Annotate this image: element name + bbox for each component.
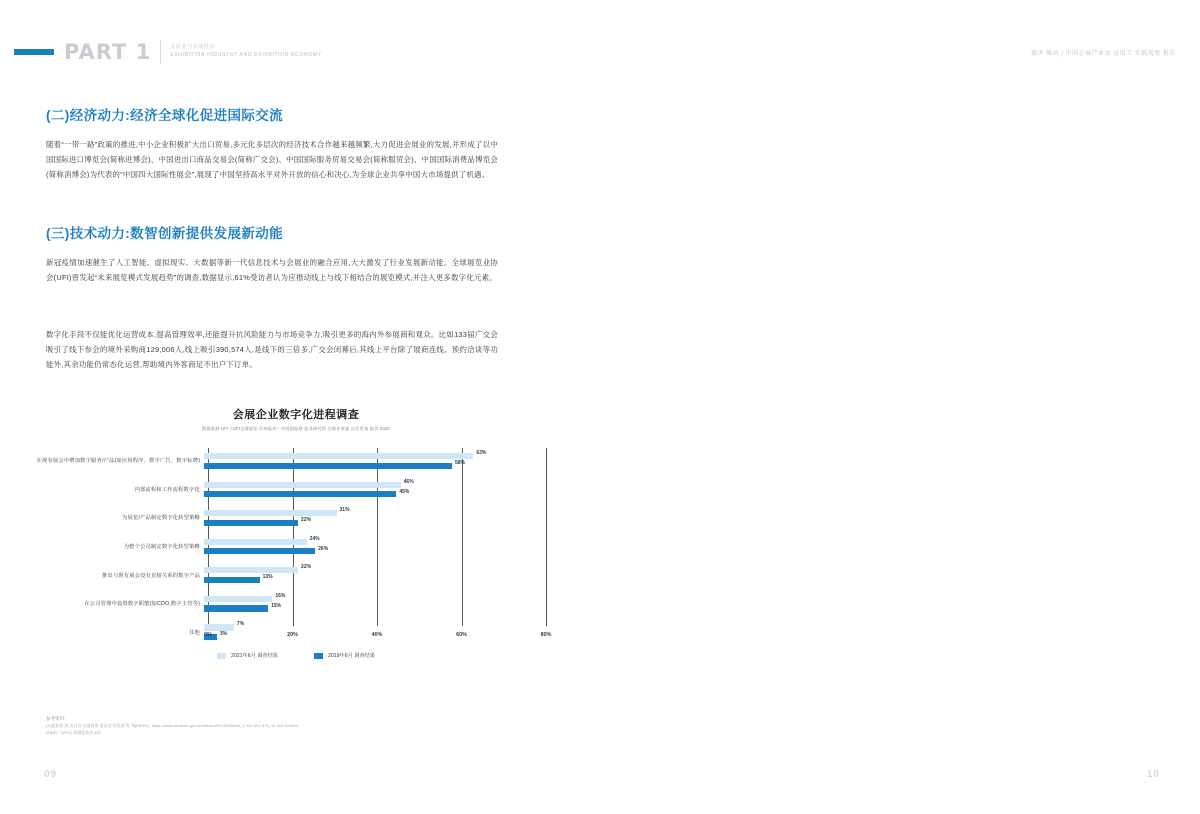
bar-segment [204, 453, 473, 459]
header-subtitle-cn: 会展业与会展经济 [170, 44, 215, 51]
bar-segment [204, 520, 298, 526]
bar-value-label: 45% [399, 488, 410, 495]
source-line-1: (1)商务部 进 出口司:关国商务 委员会 外贸部 发 布[EB/OL]. https://www.mofcom.gov.cn/article/202 4/9/30/art_1 229 602 378_14 311 14.html [46, 723, 298, 728]
bar-row [36, 562, 546, 591]
bar-segment [204, 605, 268, 611]
bar-value-label: 3% [219, 631, 228, 638]
bar-value-label: 22% [301, 564, 312, 571]
page-number-right: 10 [1146, 769, 1160, 780]
legend-swatch-light [217, 653, 226, 659]
bar-row [36, 505, 546, 534]
left-source-box [46, 716, 526, 737]
section-heading-technology: (三)技术动力:数智创新提供发展新动能 [46, 226, 284, 241]
bar-segment [204, 577, 260, 583]
bar-category-label: 为整个公司制定数字化转型策略 [123, 544, 200, 550]
bar-row [36, 591, 546, 620]
legend-label-2019: 2019年6月 调查结果 [328, 653, 375, 659]
bar-value-label: 46% [403, 478, 414, 485]
source-label: 参考资料: [46, 716, 66, 721]
header-divider [160, 40, 161, 64]
bar-group [204, 505, 546, 534]
bar-group [204, 534, 546, 563]
x-axis-tick: 0% [204, 632, 212, 638]
bar-value-label: 15% [271, 602, 282, 609]
bar-segment [204, 539, 307, 545]
header-subtitle-block [170, 44, 321, 60]
bar-value-label: 58% [454, 460, 465, 466]
header-rule [14, 49, 54, 55]
header-subtitle-en: EXHIBITION INDUSTRY AND EXHIBITION ECONOMY [170, 52, 322, 58]
bar-segment [204, 596, 272, 602]
bar-row [36, 534, 546, 563]
gridline [546, 448, 547, 626]
legend-label-2021: 2021年6月 调查结果 [231, 653, 278, 659]
digitalization-survey-chart [36, 406, 556, 659]
bar-category-label: 内部流程和工作流程数字化 [134, 486, 200, 493]
bar-group [204, 448, 546, 477]
legend-swatch-dark [314, 653, 323, 659]
x-axis [204, 628, 552, 648]
bar-segment [204, 482, 401, 488]
chart-subtitle: 数据来源:UFI《UFI全球展览 市场报告》中国国际展 览业研究所 会展专家委 员会发布 报告 2020 [202, 426, 390, 431]
bar-group [204, 591, 546, 620]
bar-value-label: 63% [476, 450, 487, 456]
page-number-left: 09 [44, 769, 58, 780]
bar-value-label: 24% [309, 535, 320, 542]
bar-value-label: 26% [318, 545, 329, 552]
bar-value-label: 16% [275, 592, 286, 599]
bar-category-label: 其他 [189, 629, 200, 636]
chart-legend [36, 652, 556, 659]
part-label: PART 1 [64, 40, 152, 64]
paragraph-technology-2: 数字化手段不仅能优化运营成本,提高管理效率,还能提升抗风险能力与市场竞争力,吸引更多的海内外参展商和观众。比如133届广交会吸引了线下参会的境外采购商129,006人,线上吸引390,574人,是线下的三倍多,广交会闭幕后,其线上平台除了展商连线、预约洽谈等功能外,其余功能仍常态化运营,帮助境内外客商足不出户下订单。 [46, 330, 498, 370]
bar-value-label: 22% [301, 517, 312, 524]
bar-segment [204, 567, 298, 573]
x-axis-tick: 60% [456, 632, 467, 638]
bar-segment [204, 463, 452, 469]
paragraph-economic: 随着“一带一路”政策的推进,中小企业积极扩大出口贸易,多元化多层次的经济技术合作越来越频繁,大力促进会展业的发展,并形成了以中国国际进口博览会(简称进博会)、中国进出口商品交易会(简称广交会)、中国国际服务贸易交易会(简称服贸会)、中国国际消费品博览会(简称消博会)为代表的“中国四大国际性展会”,展现了中国坚持高水平对外开放的信心和决心,为全球企业共享中国大市场提供了机遇。 [46, 140, 498, 180]
bar-row [36, 448, 546, 477]
bar-category-label: 在现有展会中增加数字服务/产品(如应用程序、数字广告、数字标牌) [36, 458, 200, 465]
bar-value-label: 31% [339, 507, 350, 514]
x-axis-tick: 40% [371, 632, 383, 638]
running-header-right: 赛世 集团 | 中国会展产业及 运用工 实践观察 报告 [1030, 51, 1176, 57]
legend-item-2019 [314, 652, 375, 659]
bar-value-label: 7% [236, 621, 245, 628]
source-line-2: (2)UFI《UFI全 球展览报告 #3》 [46, 730, 104, 736]
bar-category-label: 推出与现有展会没有直接关系的数字产品 [101, 572, 200, 579]
legend-item-2021 [217, 652, 278, 659]
section-heading-economic: (二)经济动力:经济全球化促进国际交流 [46, 108, 284, 123]
bar-category-label: 为展览/产品制定数字化转型策略 [122, 515, 200, 522]
chart-title: 会展企业数字化进程调查 [232, 409, 360, 421]
paragraph-technology-1: 新冠疫情加速催生了人工智能、虚拟现实、大数据等新一代信息技术与会展业的融合应用,大大激发了行业发展新动能。全球展览业协会(UFI)曾发起“未来展览模式发展趋势”的调查,数据显示,61%受访者认为应推动线上与线下相结合的展览模式,并注入更多数字化元素。 [46, 258, 498, 283]
bar-segment [204, 548, 315, 554]
x-axis-tick: 20% [287, 632, 298, 638]
bar-segment [204, 510, 337, 516]
running-header [14, 40, 322, 64]
bar-category-label: 在公司管理中设置数字职能(如CDO,数字主管等) [84, 601, 200, 608]
right-page [600, 0, 1200, 814]
bar-row [36, 477, 546, 506]
horizontal-bar-plot [36, 448, 556, 648]
bar-group [204, 562, 546, 591]
bar-segment [204, 491, 396, 497]
bar-value-label: 13% [262, 574, 273, 581]
bar-group [204, 477, 546, 506]
x-axis-tick: 80% [540, 632, 552, 638]
